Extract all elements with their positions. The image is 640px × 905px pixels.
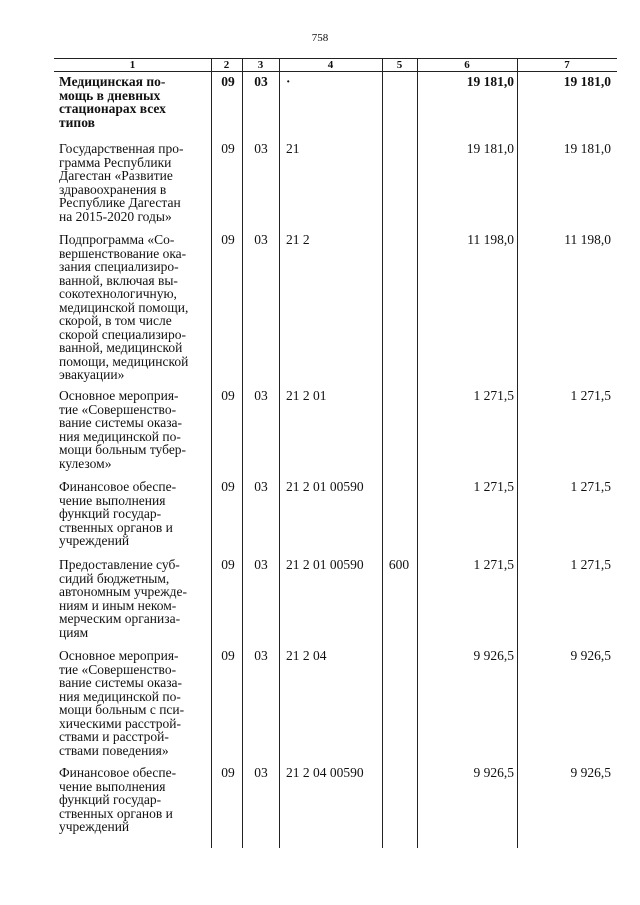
amount-col-7: 9 926,5 xyxy=(570,765,611,780)
row-name: Основное мероприя- тие «Совершенство- вание системы оказа- ния медицинской по- мощи больным с пси- хическими расстрой- ствами и расстрой- ствами поведения» xyxy=(59,648,185,758)
page-number: 758 xyxy=(311,32,329,44)
subsection-code: 03 xyxy=(254,141,268,156)
section-code: 09 xyxy=(221,557,235,572)
amount-col-7: 11 198,0 xyxy=(564,232,611,247)
target-article-code: 21 xyxy=(286,141,300,156)
header-bottom-border xyxy=(54,71,617,72)
section-code: 09 xyxy=(221,388,235,403)
target-article-code: · xyxy=(286,74,291,89)
amount-col-6: 1 271,5 xyxy=(473,479,514,494)
target-article-code: 21 2 01 xyxy=(286,388,327,403)
row-name: Подпрограмма «Со- вершенствование ока- зания специализиро- ванной, включая вы- сокотехнологичную, медицинской помощи, скорой, в том числе скорой специализиро- ванной, медицинской помощи, медицинской эвакуации» xyxy=(59,232,189,382)
amount-col-6: 19 181,0 xyxy=(466,74,514,89)
section-code: 09 xyxy=(221,765,235,780)
header-col-3: 3 xyxy=(257,59,264,71)
row-name: Финансовое обеспе- чение выполнения функций государ- ственных органов и учреждений xyxy=(59,765,177,834)
amount-col-6: 1 271,5 xyxy=(473,388,514,403)
row-name: Предоставление суб- сидий бюджетным, автономным учрежде- ниям и иным неком- мерческим организа- циям xyxy=(59,557,187,640)
subsection-code: 03 xyxy=(254,388,268,403)
target-article-code: 21 2 04 xyxy=(286,648,327,663)
target-article-code: 21 2 01 00590 xyxy=(286,479,364,494)
amount-col-7: 19 181,0 xyxy=(563,74,611,89)
amount-col-7: 19 181,0 xyxy=(563,141,611,156)
row-name: Основное мероприя- тие «Совершенство- вание системы оказа- ния медицинской по- мощи больным тубер- кулезом» xyxy=(59,388,187,471)
column-divider xyxy=(517,58,518,848)
amount-col-7: 1 271,5 xyxy=(570,479,611,494)
subsection-code: 03 xyxy=(254,232,268,247)
subsection-code: 03 xyxy=(254,648,268,663)
amount-col-6: 11 198,0 xyxy=(467,232,514,247)
amount-col-7: 1 271,5 xyxy=(570,557,611,572)
header-col-7: 7 xyxy=(564,59,570,71)
column-divider xyxy=(417,58,418,848)
section-code: 09 xyxy=(221,232,235,247)
budget-table xyxy=(54,58,617,848)
expense-type-code: 600 xyxy=(388,557,410,572)
section-code: 09 xyxy=(221,648,235,663)
header-col-2: 2 xyxy=(223,59,230,71)
amount-col-6: 9 926,5 xyxy=(473,765,514,780)
target-article-code: 21 2 01 00590 xyxy=(286,557,364,572)
target-article-code: 21 2 xyxy=(286,232,310,247)
column-divider xyxy=(211,58,212,848)
amount-col-7: 9 926,5 xyxy=(570,648,611,663)
column-divider xyxy=(382,58,383,848)
column-divider xyxy=(279,58,280,848)
section-code: 09 xyxy=(221,479,235,494)
header-col-6: 6 xyxy=(464,59,470,71)
header-col-1: 1 xyxy=(129,59,136,71)
amount-col-6: 1 271,5 xyxy=(473,557,514,572)
target-article-code: 21 2 04 00590 xyxy=(286,765,364,780)
subsection-code: 03 xyxy=(254,557,268,572)
amount-col-6: 19 181,0 xyxy=(466,141,514,156)
amount-col-6: 9 926,5 xyxy=(473,648,514,663)
header-col-5: 5 xyxy=(396,59,403,71)
section-code: 09 xyxy=(221,141,235,156)
row-name: Государственная про- грамма Республики Дагестан «Развитие здравоохранения в Республике Дагестан на 2015-2020 годы» xyxy=(59,141,184,224)
subsection-code: 03 xyxy=(254,479,268,494)
section-code: 09 xyxy=(221,74,235,89)
amount-col-7: 1 271,5 xyxy=(570,388,611,403)
row-name: Финансовое обеспе- чение выполнения функций государ- ственных органов и учреждений xyxy=(59,479,177,548)
subsection-code: 03 xyxy=(254,765,268,780)
subsection-code: 03 xyxy=(254,74,268,89)
column-divider xyxy=(242,58,243,848)
row-name: Медицинская по- мощь в дневных стационарах всех типов xyxy=(59,74,166,130)
header-col-4: 4 xyxy=(327,59,334,71)
